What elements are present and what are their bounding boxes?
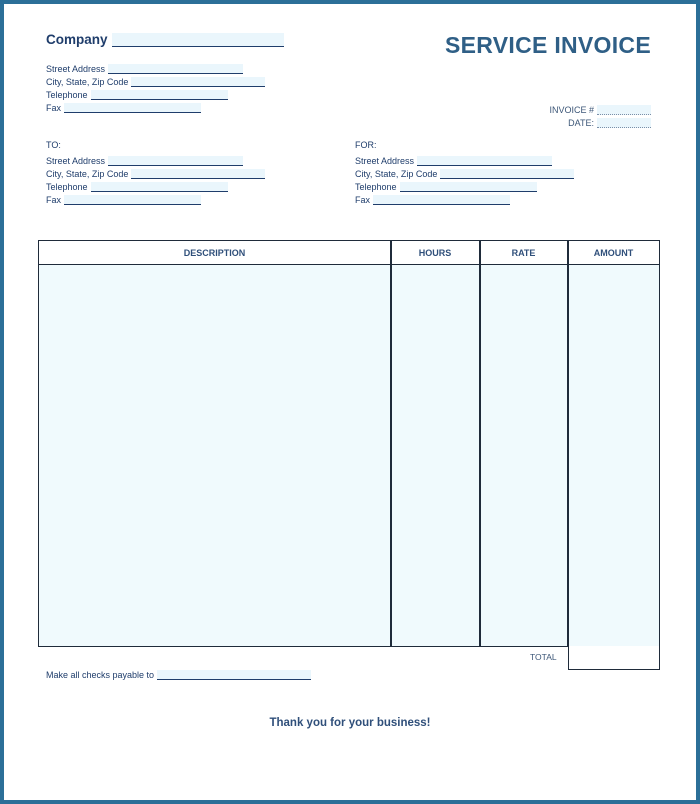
- sender-fax-label: Fax: [46, 103, 62, 113]
- line-items-table: [38, 240, 660, 647]
- company-label: Company: [46, 32, 108, 47]
- to-heading: TO:: [46, 140, 61, 150]
- for-fax-input[interactable]: [373, 195, 510, 205]
- sender-city-label: City, State, Zip Code: [46, 77, 129, 87]
- for-telephone-label: Telephone: [355, 182, 397, 192]
- sender-city-input[interactable]: [131, 77, 265, 87]
- invoice-date-input[interactable]: [597, 118, 651, 128]
- column-divider: [390, 241, 392, 646]
- company-input[interactable]: [112, 33, 284, 47]
- column-header-amount: AMOUNT: [593, 248, 634, 258]
- sender-telephone-field: [46, 88, 228, 100]
- for-telephone-field: [355, 180, 537, 192]
- total-label: TOTAL: [530, 652, 557, 662]
- checks-payable-input[interactable]: [157, 670, 311, 680]
- to-street-label: Street Address: [46, 156, 106, 166]
- sender-telephone-label: Telephone: [46, 90, 88, 100]
- to-telephone-input[interactable]: [91, 182, 228, 192]
- for-fax-field: [355, 193, 510, 205]
- page-title: SERVICE INVOICE: [444, 32, 651, 58]
- column-header-description: DESCRIPTION: [183, 248, 246, 258]
- to-street-field: [46, 154, 243, 166]
- to-fax-input[interactable]: [64, 195, 201, 205]
- column-header-rate: RATE: [511, 248, 536, 258]
- sender-telephone-input[interactable]: [91, 90, 228, 100]
- sender-fax-input[interactable]: [64, 103, 201, 113]
- invoice-number-input[interactable]: [597, 105, 651, 115]
- to-city-field: [46, 167, 265, 179]
- hours-column[interactable]: [391, 265, 479, 646]
- amount-column[interactable]: [568, 265, 659, 646]
- for-street-label: Street Address: [355, 156, 415, 166]
- for-street-input[interactable]: [417, 156, 552, 166]
- for-city-input[interactable]: [440, 169, 574, 179]
- sender-fax-field: [46, 101, 201, 113]
- for-telephone-input[interactable]: [400, 182, 537, 192]
- table-header: [39, 241, 659, 265]
- sender-city-field: [46, 75, 265, 87]
- sender-street-input[interactable]: [108, 64, 243, 74]
- to-city-label: City, State, Zip Code: [46, 169, 129, 179]
- invoice-number-field: [549, 103, 651, 115]
- to-street-input[interactable]: [108, 156, 243, 166]
- total-amount-input[interactable]: [568, 646, 660, 670]
- for-fax-label: Fax: [355, 195, 371, 205]
- to-fax-field: [46, 193, 201, 205]
- column-divider: [479, 241, 481, 646]
- checks-payable-label: Make all checks payable to: [46, 670, 155, 680]
- to-fax-label: Fax: [46, 195, 62, 205]
- company-field: [46, 32, 284, 47]
- sender-street-field: [46, 62, 243, 74]
- to-city-input[interactable]: [131, 169, 265, 179]
- column-header-hours: HOURS: [418, 248, 452, 258]
- invoice-date-field: [568, 116, 651, 128]
- to-telephone-label: Telephone: [46, 182, 88, 192]
- for-street-field: [355, 154, 552, 166]
- description-column[interactable]: [39, 265, 390, 646]
- rate-column[interactable]: [480, 265, 567, 646]
- for-city-field: [355, 167, 574, 179]
- thank-you-message: Thank you for your business!: [269, 717, 431, 729]
- sender-street-label: Street Address: [46, 64, 106, 74]
- for-city-label: City, State, Zip Code: [355, 169, 438, 179]
- invoice-date-label: DATE:: [568, 118, 594, 128]
- for-heading: FOR:: [355, 140, 377, 150]
- checks-payable-field: [46, 668, 311, 680]
- to-telephone-field: [46, 180, 228, 192]
- invoice-number-label: INVOICE #: [549, 105, 594, 115]
- column-divider: [567, 241, 569, 646]
